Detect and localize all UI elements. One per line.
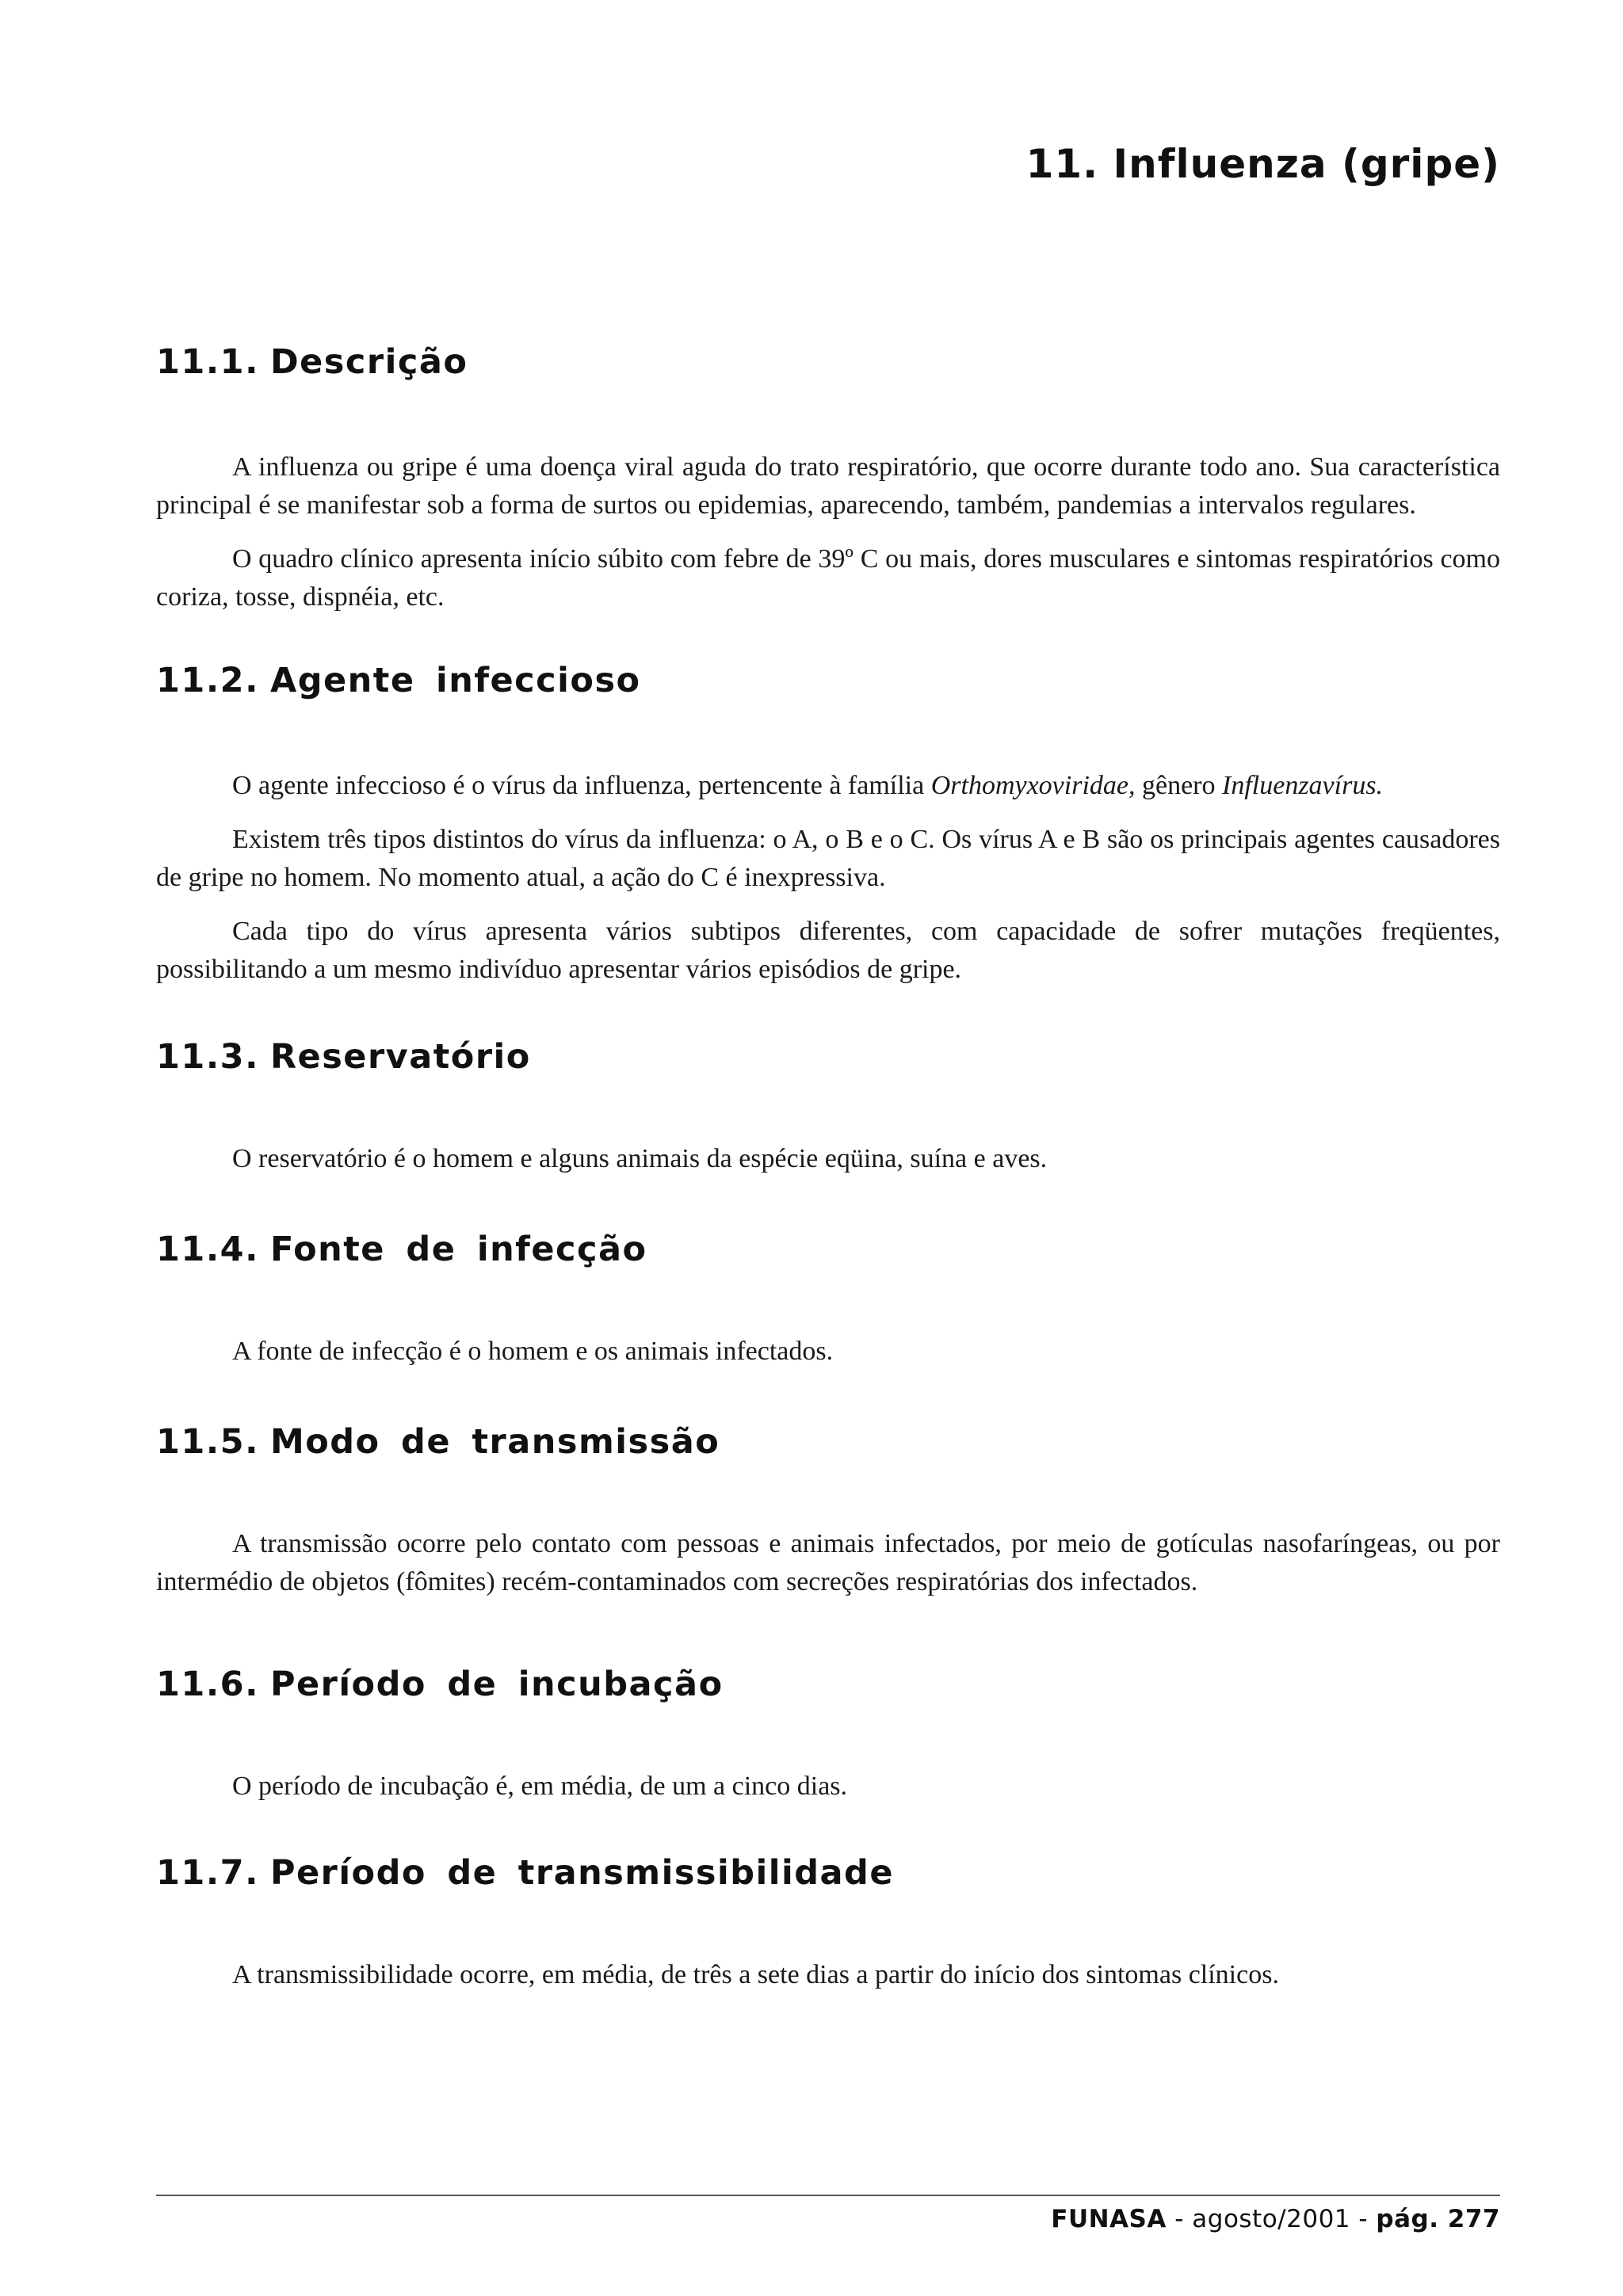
section-title: Modo de transmissão (269, 1422, 720, 1462)
section-heading (156, 1037, 1500, 1077)
section-transmission-mode (156, 1422, 1500, 1601)
section-heading (156, 1422, 1500, 1462)
section-transmissibility-period (156, 1853, 1500, 1994)
section-title: Reservatório (269, 1037, 531, 1077)
section-title: Descrição (269, 342, 468, 382)
paragraph: A influenza ou gripe é uma doença viral aguda do trato respiratório, que ocorre durante todo ano. Sua característica principal é se manifestar sob a forma de surtos ou epidemias, aparecendo, também, pandemias a intervalos regulares. (156, 452, 1500, 520)
section-heading (156, 1853, 1500, 1893)
section-number: 11.6. (156, 1665, 259, 1704)
paragraph (156, 767, 1500, 805)
section-heading (156, 661, 1500, 700)
footer-divider (156, 2195, 1500, 2196)
paragraph: Existem três tipos distintos do vírus da influenza: o A, o B e o C. Os vírus A e B são os principais agentes causadores de gripe no homem. No momento atual, a ação do C é inexpressiva. (156, 825, 1500, 892)
section-number: 11.3. (156, 1037, 259, 1077)
section-number: 11.4. (156, 1230, 259, 1269)
section-number: 11.1. (156, 342, 259, 382)
section-title: Agente infeccioso (269, 661, 641, 700)
text: gênero (1135, 771, 1223, 800)
paragraph: O quadro clínico apresenta início súbito com febre de 39º C ou mais, dores musculares e sintomas respiratórios como coriza, tosse, dispnéia, etc. (156, 544, 1500, 612)
text: O agente infeccioso é o vírus da influenza, pertencente à família (232, 771, 931, 800)
page-footer (1051, 2205, 1500, 2233)
footer-org: FUNASA (1051, 2205, 1167, 2233)
section-heading (156, 342, 1500, 382)
family-name: Orthomyxoviridae, (930, 771, 1136, 800)
section-description (156, 342, 1500, 616)
genus-name: Influenzavírus. (1222, 771, 1384, 800)
section-number: 11.5. (156, 1422, 259, 1462)
paragraph: A transmissibilidade ocorre, em média, de três a sete dias a partir do início dos sintomas clínicos. (232, 1960, 1279, 1989)
chapter-title: 11. Influenza (gripe) (1025, 141, 1500, 187)
section-number: 11.2. (156, 661, 259, 700)
footer-date: - agosto/2001 - (1166, 2205, 1377, 2233)
paragraph: O período de incubação é, em média, de um a cinco dias. (232, 1772, 848, 1801)
section-heading (156, 1665, 1500, 1704)
paragraph: O reservatório é o homem e alguns animais da espécie eqüina, suína e aves. (232, 1144, 1048, 1173)
paragraph: Cada tipo do vírus apresenta vários subtipos diferentes, com capacidade de sofrer mutações freqüentes, possibilitando a um mesmo indivíduo apresentar vários episódios de gripe. (156, 917, 1500, 984)
paragraph: A transmissão ocorre pelo contato com pessoas e animais infectados, por meio de gotículas nasofaríngeas, ou por intermédio de objetos (fômites) recém-contaminados com secreções respiratórias dos infectados. (156, 1529, 1500, 1596)
section-number: 11.7. (156, 1853, 259, 1893)
paragraph: A fonte de infecção é o homem e os animais infectados. (232, 1337, 834, 1366)
section-title: Período de incubação (269, 1665, 724, 1704)
section-title: Período de transmissibilidade (269, 1853, 895, 1893)
section-incubation-period (156, 1665, 1500, 1806)
section-infectious-agent (156, 661, 1500, 989)
section-reservoir (156, 1037, 1500, 1178)
section-infection-source (156, 1230, 1500, 1371)
section-heading (156, 1230, 1500, 1269)
section-title: Fonte de infecção (269, 1230, 647, 1269)
page-number: pág. 277 (1376, 2205, 1500, 2233)
